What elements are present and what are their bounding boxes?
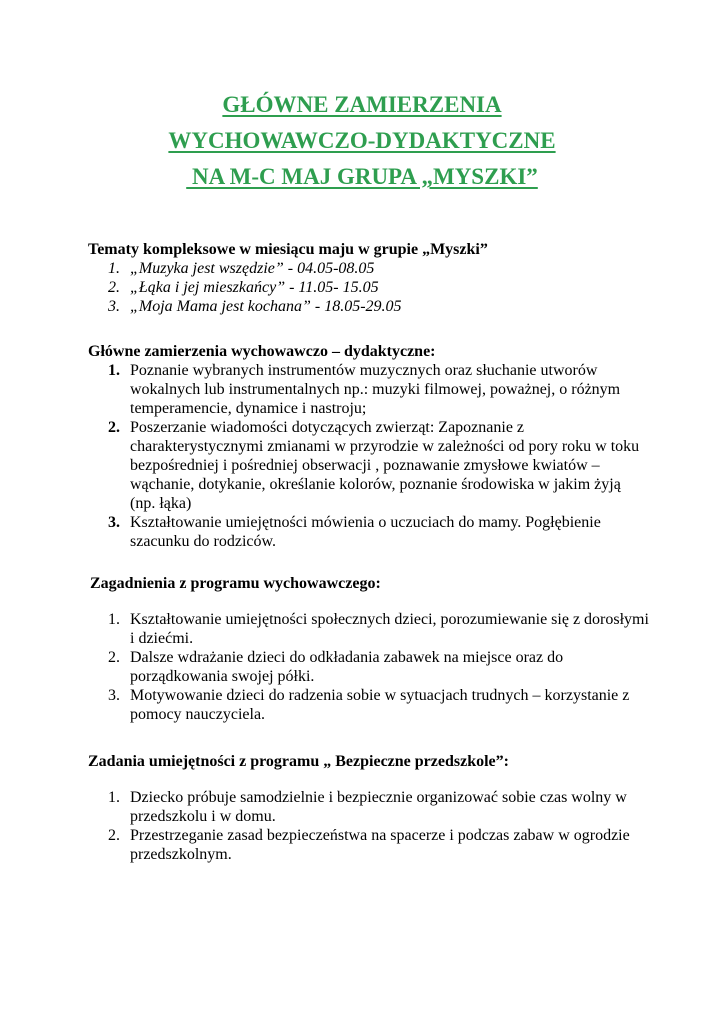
list-item-text: Kształtowanie umiejętności mówienia o uczuciach do mamy. Pogłębienie szacunku do rodziców.	[130, 514, 601, 550]
list-item	[88, 361, 648, 418]
title-line-1: GŁÓWNE ZAMIERZENIA	[222, 92, 502, 117]
list-item-text: Motywowanie dzieci do radzenia sobie w sytuacjach trudnych – korzystanie z pomocy nauczyciela.	[130, 687, 630, 723]
zagadnienia-list	[88, 610, 650, 724]
title-line-2: WYCHOWAWCZO-DYDAKTYCZNE	[168, 128, 556, 153]
list-item-text: Dziecko próbuje samodzielnie i bezpiecznie organizować sobie czas wolny w przedszkolu i w domu.	[130, 789, 627, 825]
list-item	[88, 826, 648, 864]
list-number: 3.	[108, 298, 120, 315]
list-number: 2.	[108, 649, 120, 666]
section-zagadnienia	[90, 574, 650, 724]
glowne-list	[88, 361, 648, 551]
section-tematy	[88, 240, 648, 316]
list-number: 2.	[108, 827, 120, 844]
list-item-text: Poszerzanie wiadomości dotyczących zwierząt: Zapoznanie z charakterystycznymi zmianami w przyrodzie w zależności od pory roku w toku bezpośredniej i pośredniej obserwacji , poznawanie zmysłowe kwiatów – wąchanie, dotykanie, określanie kolorów, poznanie środowiska w jakim żyją (np. łąka)	[130, 419, 640, 512]
section-glowne	[88, 342, 648, 551]
section-zadania	[88, 752, 648, 864]
list-item-text: Dalsze wdrażanie dzieci do odkładania zabawek na miejsce oraz do porządkowania swojej półki.	[130, 649, 564, 685]
list-number: 1.	[108, 789, 120, 806]
list-item	[88, 788, 648, 826]
list-number: 3.	[108, 514, 120, 531]
list-number: 2.	[108, 419, 120, 436]
list-item-text: „Muzyka jest wszędzie” - 04.05-08.05	[130, 260, 375, 277]
list-item	[88, 686, 650, 724]
list-number: 2.	[108, 279, 120, 296]
list-item	[88, 418, 648, 513]
list-item	[88, 278, 648, 297]
list-item	[88, 648, 650, 686]
list-item	[88, 259, 648, 278]
list-item-text: „Łąka i jej mieszkańcy” - 11.05- 15.05	[130, 279, 379, 296]
list-number: 1.	[108, 362, 120, 379]
section-heading-tematy: Tematy kompleksowe w miesiącu maju w grupie „Myszki”	[88, 241, 488, 258]
list-item	[88, 297, 648, 316]
list-item-text: Kształtowanie umiejętności społecznych dzieci, porozumiewanie się z dorosłymi i dziećmi.	[130, 611, 649, 647]
list-item-text: Poznanie wybranych instrumentów muzycznych oraz słuchanie utworów wokalnych lub instrumentalnych np.: muzyki filmowej, poważnej, o różnym temperamencie, dynamice i nastroju;	[130, 362, 621, 417]
list-number: 1.	[108, 611, 120, 628]
section-heading-zagadnienia: Zagadnienia z programu wychowawczego:	[90, 575, 381, 592]
list-item-text: „Moja Mama jest kochana” - 18.05-29.05	[130, 298, 402, 315]
title-line-3: NA M-C MAJ GRUPA „MYSZKI”	[186, 164, 538, 189]
section-heading-zadania: Zadania umiejętności z programu „ Bezpieczne przedszkole”:	[88, 753, 509, 770]
list-number: 3.	[108, 687, 120, 704]
list-item	[88, 513, 648, 551]
list-number: 1.	[108, 260, 120, 277]
list-item	[88, 610, 650, 648]
list-item-text: Przestrzeganie zasad bezpieczeństwa na spacerze i podczas zabaw w ogrodzie przedszkolnym.	[130, 827, 630, 863]
section-heading-glowne: Główne zamierzenia wychowawczo – dydaktyczne:	[88, 343, 436, 360]
zadania-list	[88, 788, 648, 864]
tematy-list	[88, 259, 648, 316]
document-title	[0, 87, 724, 195]
